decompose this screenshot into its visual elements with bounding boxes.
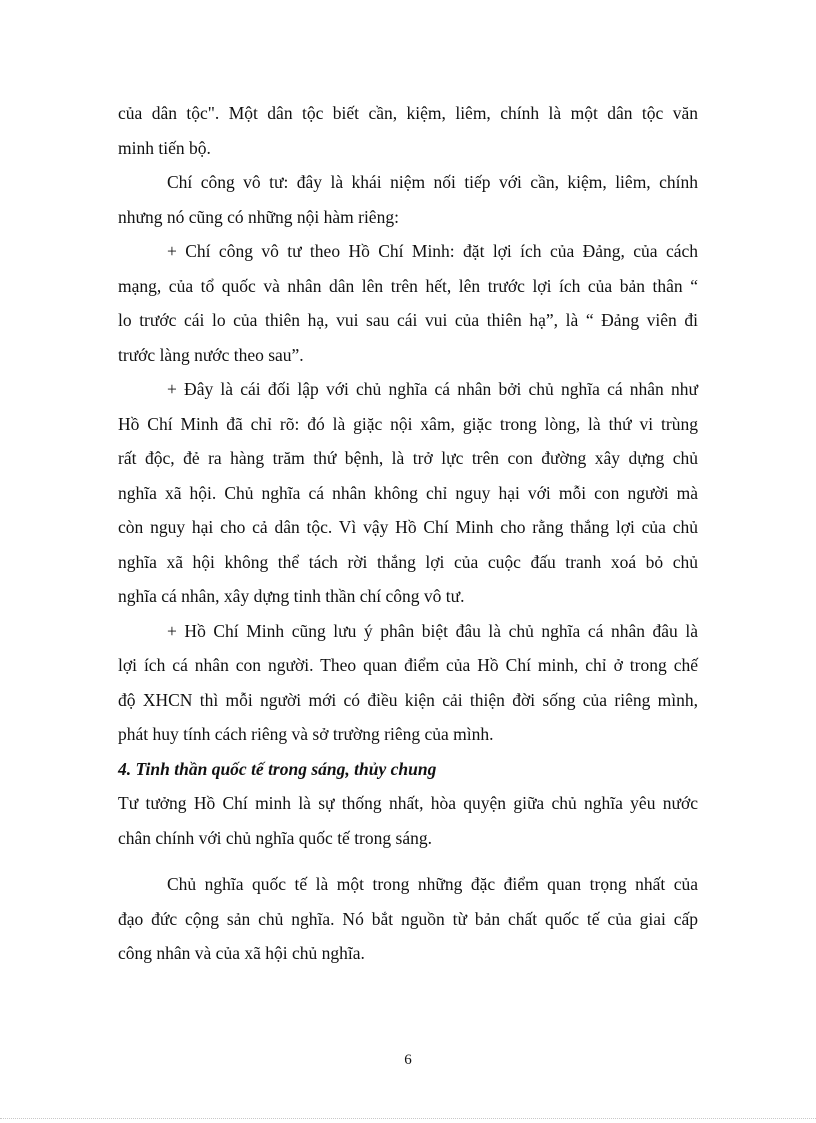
section-heading: 4. Tinh thần quốc tế trong sáng, thủy chung (118, 758, 437, 779)
document-body (118, 96, 698, 971)
text-line: lo trước cái lo của thiên hạ, vui sau cái vui của thiên hạ”, là “ Đảng viên đi (118, 310, 698, 330)
text-line: + Chí công vô tư theo Hồ Chí Minh: đặt lợi ích của Đảng, của cách (167, 241, 698, 261)
text-line: Chủ nghĩa quốc tế là một trong những đặc điểm quan trọng nhất của (167, 874, 698, 894)
text-line: Tư tưởng Hồ Chí minh là sự thống nhất, hòa quyện giữa chủ nghĩa yêu nước (118, 793, 698, 813)
text-line: rất độc, đẻ ra hàng trăm thứ bệnh, là trở lực trên con đường xây dựng chủ (118, 448, 698, 468)
page-number: 6 (404, 1052, 412, 1068)
text-line: nghĩa xã hội. Chủ nghĩa cá nhân không chỉ nguy hại với mỗi con người mà (118, 482, 698, 503)
text-line: Hồ Chí Minh đã chỉ rõ: đó là giặc nội xâm, giặc trong lòng, là thứ vi trùng (118, 413, 698, 434)
text-line: + Hồ Chí Minh cũng lưu ý phân biệt đâu là chủ nghĩa cá nhân đâu là (167, 620, 698, 641)
text-line: nghĩa cá nhân, xây dựng tinh thần chí công vô tư. (118, 586, 465, 606)
text-line: công nhân và của xã hội chủ nghĩa. (118, 943, 365, 963)
text-line: mạng, của tổ quốc và nhân dân lên trên hết, lên trước lợi ích của bản thân “ (118, 275, 698, 296)
text-line: phát huy tính cách riêng và sở trường riêng của mình. (118, 724, 494, 744)
text-line: minh tiến bộ. (118, 137, 211, 158)
text-line: Chí công vô tư: đây là khái niệm nối tiếp với cần, kiệm, liêm, chính (167, 172, 698, 192)
paragraph-gap (118, 855, 698, 867)
text-line: đạo đức cộng sản chủ nghĩa. Nó bắt nguồn từ bản chất quốc tế của giai cấp (118, 908, 698, 929)
text-line: trước làng nước theo sau”. (118, 344, 304, 365)
text-line: nghĩa xã hội không thể tách rời thắng lợi của cuộc đấu tranh xoá bỏ chủ (118, 551, 698, 572)
text-line: lợi ích cá nhân con người. Theo quan điểm của Hồ Chí minh, chỉ ở trong chế (118, 655, 698, 675)
page-bottom-divider (0, 1118, 816, 1119)
text-line: độ XHCN thì mỗi người mới có điều kiện cải thiện đời sống của riêng mình, (118, 689, 698, 710)
text-line: chân chính với chủ nghĩa quốc tế trong sáng. (118, 827, 432, 848)
text-line: còn nguy hại cho cả dân tộc. Vì vậy Hồ Chí Minh cho rằng thắng lợi của chủ (118, 517, 698, 537)
text-line: của dân tộc". Một dân tộc biết cần, kiệm, liêm, chính là một dân tộc văn (118, 103, 698, 123)
text-line: nhưng nó cũng có những nội hàm riêng: (118, 206, 399, 227)
text-line: + Đây là cái đối lập với chủ nghĩa cá nhân bởi chủ nghĩa cá nhân như (167, 379, 698, 399)
